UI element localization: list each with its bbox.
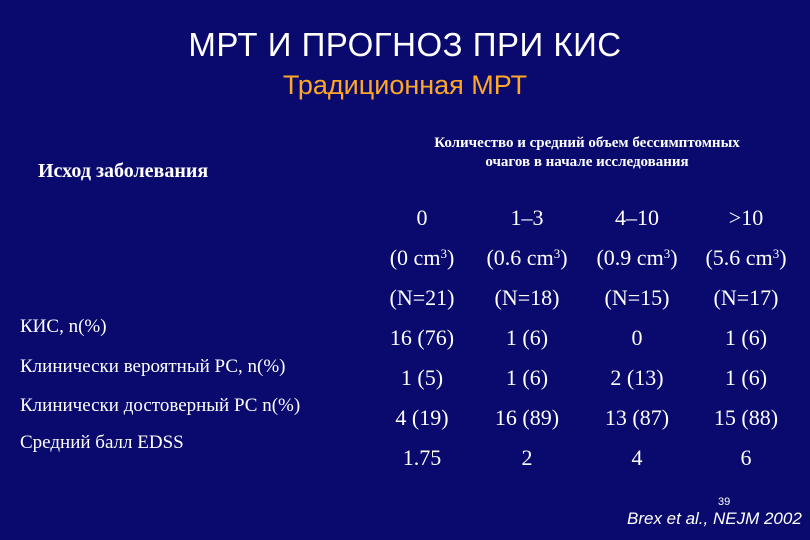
column-volume: (0.9 $cm^3$): [596, 245, 678, 270]
table-cell: 1 (6): [724, 325, 768, 350]
column-n: (N=18): [494, 285, 560, 310]
page-number: 39: [718, 496, 731, 508]
table-cell: 13 (87): [604, 405, 670, 430]
column-count: 0: [416, 205, 428, 230]
table-cell: 2: [521, 445, 533, 470]
table-cell: 16 (76): [389, 325, 455, 350]
row-label-probable-ms: Клинически вероятный РС, n(%): [20, 356, 286, 377]
table-cell: 0: [631, 325, 643, 350]
table-cell: 4 (19): [395, 405, 449, 430]
table-cell: 6: [740, 445, 752, 470]
column-n: (N=21): [389, 285, 455, 310]
slide-subtitle: Традиционная МРТ: [282, 70, 528, 100]
column-volume: (5.6 $cm^3$): [705, 245, 787, 270]
table-cell: 1 (6): [724, 365, 768, 390]
table-cell: 16 (89): [494, 405, 560, 430]
lesions-header-line2: очагов в начале исследования: [485, 154, 689, 170]
slide-title: МРТ И ПРОГНОЗ ПРИ КИС: [188, 26, 622, 63]
table-cell: 2 (13): [610, 365, 664, 390]
outcome-header: Исход заболевания: [38, 160, 209, 182]
row-label-edss: Средний балл EDSS: [20, 432, 184, 453]
lesions-header-line1: Количество и средний объем бессимптомных: [434, 135, 740, 151]
table-cell: 1 (5): [400, 365, 444, 390]
column-volume: (0.6 $cm^3$): [486, 245, 568, 270]
table-column-3: [692, 198, 800, 478]
table-cell: 1 (6): [505, 365, 549, 390]
table-cell: 1.75: [402, 445, 442, 470]
column-n: (N=17): [713, 285, 779, 310]
table-column-1: [472, 198, 582, 478]
table-column-0: [372, 198, 472, 478]
table-cell: 1 (6): [505, 325, 549, 350]
column-count: 1–3: [510, 205, 544, 230]
column-count: >10: [728, 205, 764, 230]
lesions-header: [392, 134, 782, 172]
column-count: 4–10: [615, 205, 659, 230]
table-column-2: [582, 198, 692, 478]
column-n: (N=15): [604, 285, 670, 310]
column-volume: (0 $cm^3$): [389, 245, 455, 270]
table-cell: 4: [631, 445, 643, 470]
row-label-definite-ms: Клинически достоверный РС n(%): [20, 395, 301, 416]
row-label-cis: КИС, n(%): [20, 316, 107, 337]
citation: Brex et al., NEJM 2002: [627, 509, 802, 528]
table-cell: 15 (88): [713, 405, 779, 430]
